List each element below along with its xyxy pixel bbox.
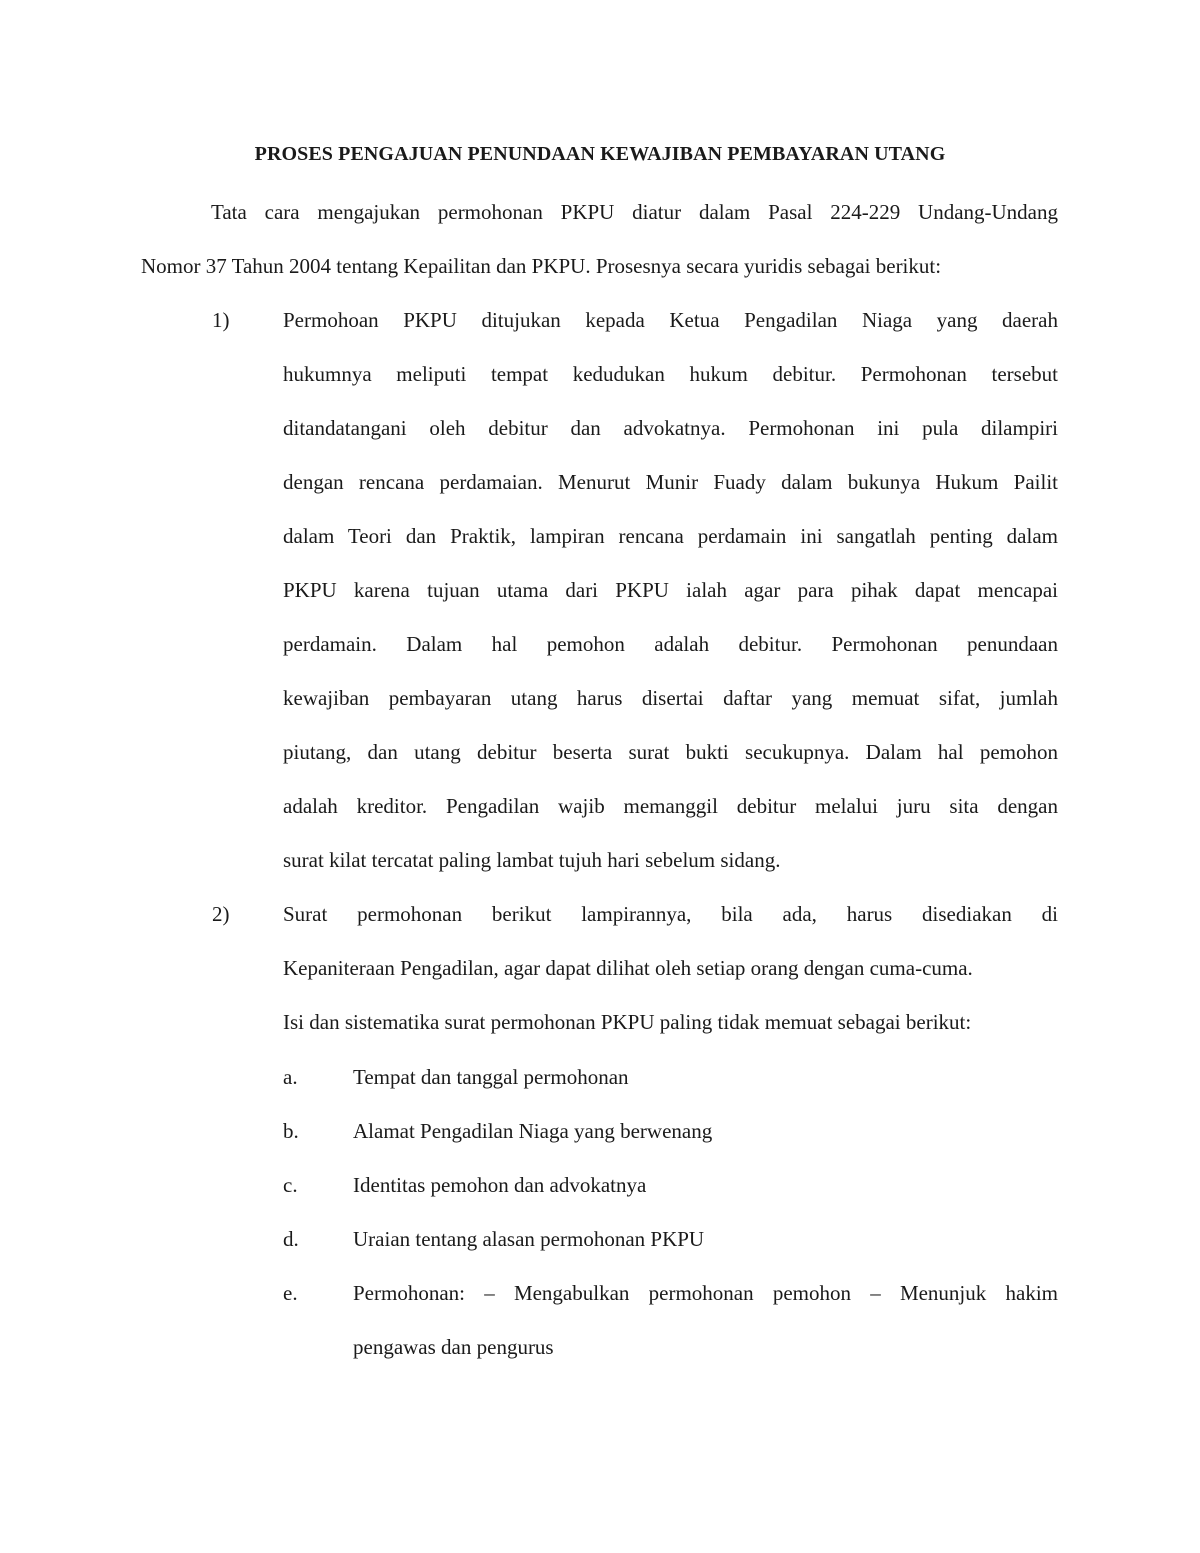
sublist-marker-b: b. [283, 1119, 299, 1143]
item-1-line: kewajiban pembayaran utang harus disertai daftar yang memuat sifat, jumlah [283, 686, 1058, 710]
item-2-line: Kepaniteraan Pengadilan, agar dapat dilihat oleh setiap orang dengan cuma-cuma. [283, 956, 973, 980]
item-1-line: PKPU karena tujuan utama dari PKPU ialah agar para pihak dapat mencapai [283, 578, 1058, 602]
item-1-line: hukumnya meliputi tempat kedudukan hukum debitur. Permohonan tersebut [283, 362, 1058, 386]
list-marker-2: 2) [212, 902, 230, 926]
sublist-marker-c: c. [283, 1173, 298, 1197]
item-1-line: surat kilat tercatat paling lambat tujuh hari sebelum sidang. [283, 848, 781, 872]
item-1-line: Permohoan PKPU ditujukan kepada Ketua Pengadilan Niaga yang daerah [283, 308, 1058, 332]
item-1-line: perdamain. Dalam hal pemohon adalah debitur. Permohonan penundaan [283, 632, 1058, 656]
item-1-line: ditandatangani oleh debitur dan advokatnya. Permohonan ini pula dilampiri [283, 416, 1058, 440]
sublist-item-d: Uraian tentang alasan permohonan PKPU [353, 1227, 705, 1251]
sublist-marker-d: d. [283, 1227, 299, 1251]
sublist-item-e-cont: pengawas dan pengurus [353, 1335, 554, 1359]
item-1-line: adalah kreditor. Pengadilan wajib memanggil debitur melalui juru sita dengan [283, 794, 1058, 818]
sublist-item-e: Permohonan: – Mengabulkan permohonan pemohon – Menunjuk hakim [353, 1281, 1058, 1305]
item-1-line: piutang, dan utang debitur beserta surat bukti secukupnya. Dalam hal pemohon [283, 740, 1058, 764]
list-marker-1: 1) [212, 308, 230, 332]
intro-line-1: Tata cara mengajukan permohonan PKPU diatur dalam Pasal 224-229 Undang-Undang [211, 200, 1058, 224]
item-2-line: Isi dan sistematika surat permohonan PKPU paling tidak memuat sebagai berikut: [283, 1010, 972, 1034]
item-1-line: dalam Teori dan Praktik, lampiran rencana perdamain ini sangatlah penting dalam [283, 524, 1058, 548]
sublist-item-c: Identitas pemohon dan advokatnya [353, 1173, 647, 1197]
sublist-item-a: Tempat dan tanggal permohonan [353, 1065, 629, 1089]
sublist-marker-a: a. [283, 1065, 298, 1089]
item-1-line: dengan rencana perdamaian. Menurut Munir Fuady dalam bukunya Hukum Pailit [283, 470, 1058, 494]
sublist-item-b: Alamat Pengadilan Niaga yang berwenang [353, 1119, 713, 1143]
item-2-line: Surat permohonan berikut lampirannya, bila ada, harus disediakan di [283, 902, 1058, 926]
intro-line-2: Nomor 37 Tahun 2004 tentang Kepailitan dan PKPU. Prosesnya secara yuridis sebagai berikut: [141, 254, 942, 278]
sublist-marker-e: e. [283, 1281, 298, 1305]
document-title: PROSES PENGAJUAN PENUNDAAN KEWAJIBAN PEMBAYARAN UTANG [254, 143, 946, 165]
